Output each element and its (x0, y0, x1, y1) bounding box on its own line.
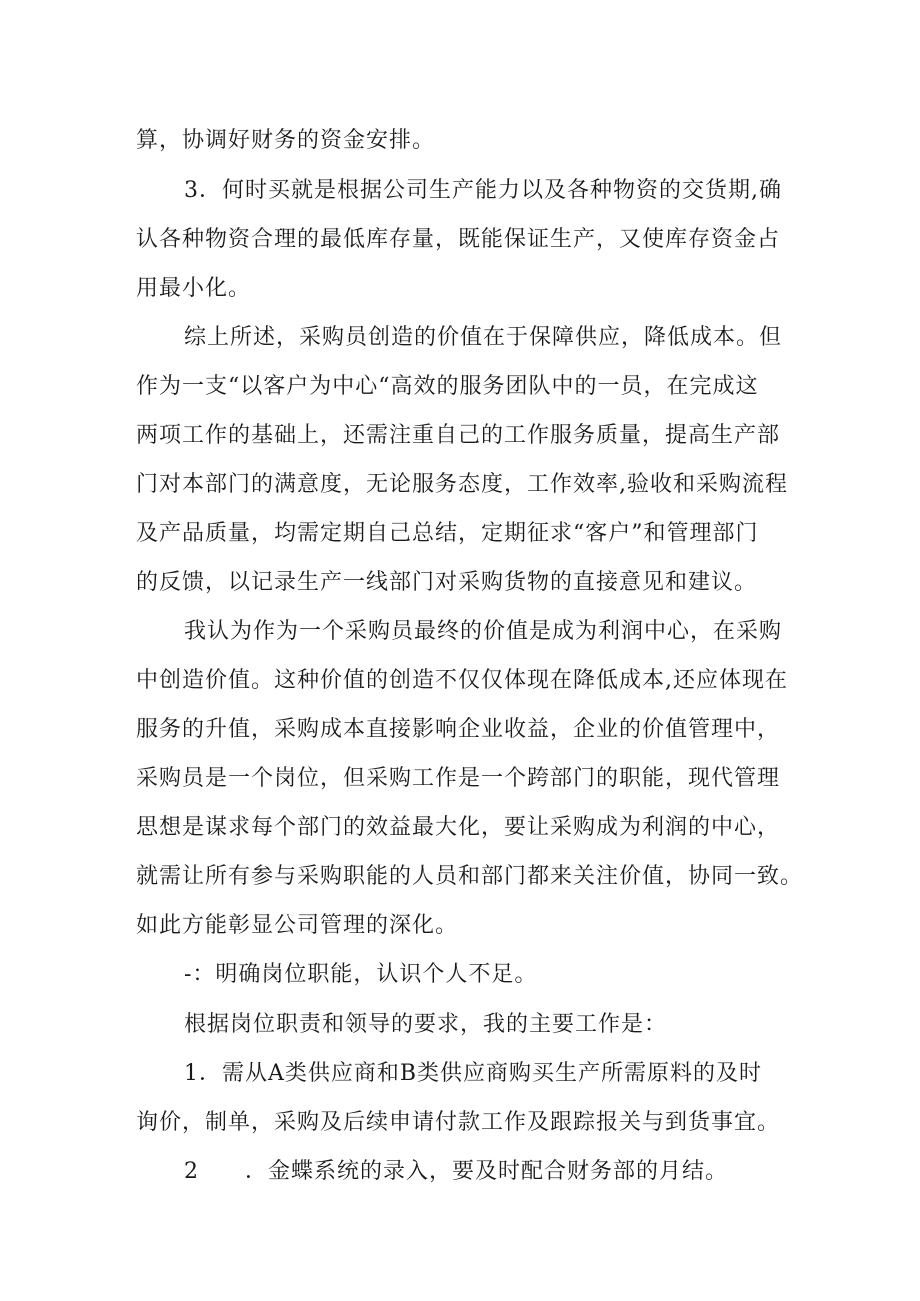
text-line: 用最小化。 (136, 276, 252, 301)
text-line: 算，协调好财务的资金安排。 (136, 128, 436, 153)
text-line: 的反馈，以记录生产一线部门对采购货物的直接意见和建议。 (136, 570, 758, 595)
text-line: 及产品质量，均需定期自己总结，定期征求“客户”和管理部门 (136, 521, 759, 546)
text-line: 根据岗位职责和领导的要求，我的主要工作是： (184, 1012, 668, 1037)
text-line: 服务的升值，采购成本直接影响企业收益，企业的价值管理中， (136, 717, 781, 742)
text-line: 询价，制单，采购及后续申请付款工作及跟踪报关与到货事宜。 (136, 1110, 781, 1135)
text-line: 如此方能彰显公司管理的深化。 (136, 913, 459, 938)
text-line: 采购员是一个岗位，但采购工作是一个跨部门的职能，现代管理 (136, 766, 781, 791)
text-line: 思想是谋求每个部门的效益最大化，要让采购成为利润的中心， (136, 815, 781, 840)
text-line: 2 ．金蝶系统的录入，要及时配合财务部的月结。 (184, 1159, 728, 1184)
text-line: 就需让所有参与采购职能的人员和部门都来关注价值，协同一致。 (136, 864, 804, 889)
text-line: 中创造价值。这种价值的创造不仅仅体现在降低成本,还应体现在 (136, 668, 788, 693)
text-line: 3．何时买就是根据公司生产能力以及各种物资的交货期,确 (184, 178, 782, 203)
text-line: -：明确岗位职能，认识个人不足。 (184, 962, 538, 987)
text-line: 门对本部门的满意度，无论服务态度，工作效率,验收和采购流程 (136, 472, 788, 497)
text-line: 我认为作为一个采购员最终的价值是成为利润中心，在采购 (184, 619, 783, 644)
text-line: 1．需从A类供应商和B类供应商购买生产所需原料的及时 (184, 1061, 763, 1086)
text-line: 认各种物资合理的最低库存量，既能保证生产，又使库存资金占 (136, 227, 781, 252)
text-line: 综上所述，采购员创造的价值在于保障供应，降低成本。但 (184, 325, 783, 350)
text-line: 两项工作的基础上，还需注重自己的工作服务质量，提高生产部 (136, 423, 781, 448)
text-line: 作为一支“以客户为中心“高效的服务团队中的一员，在完成这 (136, 374, 759, 399)
